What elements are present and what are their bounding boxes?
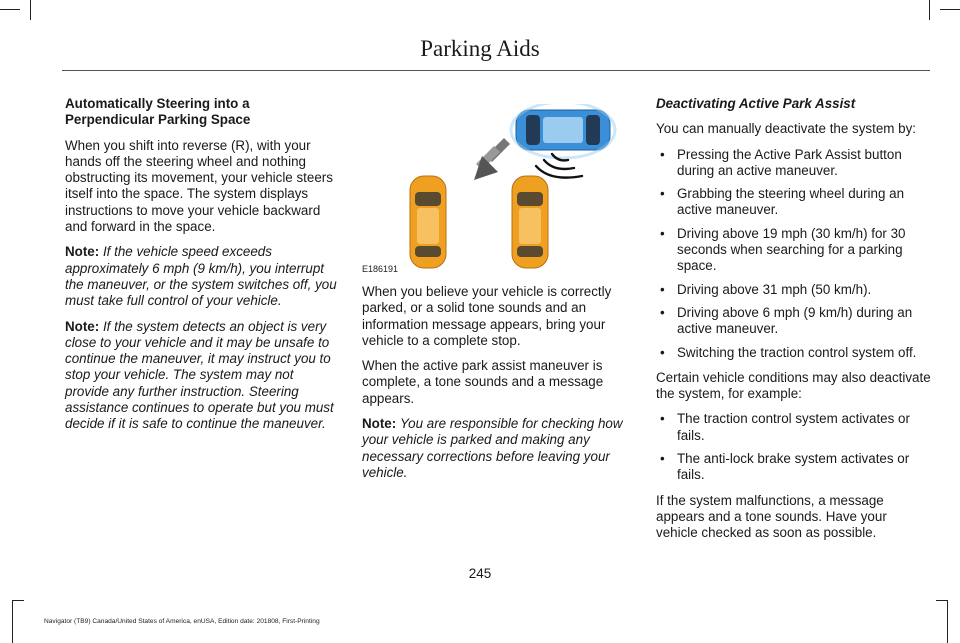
paragraph: You can manually deactivate the system by:	[656, 121, 917, 137]
crop-mark	[30, 0, 31, 20]
crop-mark	[12, 600, 13, 643]
note-label: Note:	[65, 318, 100, 334]
figure-code: E186191	[362, 264, 399, 274]
parking-diagram	[362, 104, 634, 276]
list-item: • Switching the traction control system off.	[660, 344, 917, 360]
list-item: • The traction control system activates or fails.	[660, 411, 910, 443]
reverse-arrow-icon	[474, 138, 510, 180]
bullet-icon: •	[660, 304, 665, 320]
paragraph: Certain vehicle conditions may also deactivate the system, for example:	[656, 369, 931, 402]
paragraph: When you shift into reverse (R), with your hands off the steering wheel and nothing obstructing its movement, your vehicle steers itself into the space. The system displays instructions to move your vehicle backward and forward in the space.	[65, 137, 333, 235]
list-item: • Driving above 6 mph (9 km/h) during an active maneuver.	[660, 304, 913, 337]
crop-mark	[0, 9, 20, 10]
note-label: Note:	[362, 416, 397, 432]
maneuvering-car-icon	[511, 104, 615, 158]
crop-mark	[936, 600, 948, 601]
crop-mark	[929, 0, 930, 20]
parking-illustration	[362, 104, 634, 276]
crop-mark	[947, 600, 948, 643]
list-item: • Grabbing the steering wheel during an active maneuver.	[660, 186, 905, 218]
column-right	[656, 96, 931, 551]
footer-edition-info: Navigator (TB9) Canada/United States of America, enUSA, Edition date: 201808, First-Printing	[44, 618, 320, 625]
bullet-icon: •	[660, 281, 665, 297]
column-middle	[362, 284, 634, 490]
note-text: If the system detects an object is very close to your vehicle and it may be unsafe to continue the maneuver, it may instruct you to stop your vehicle. The system may not provide any further instruction. Steering assistance continues to operate but you must decide if it is safe to continue the maneuver.	[65, 318, 334, 432]
paragraph: If the system malfunctions, a message appears and a tone sounds. Have your vehicle checked as soon as possible.	[656, 492, 887, 541]
crop-mark	[940, 9, 960, 10]
note	[65, 319, 340, 433]
note-label: Note:	[65, 244, 100, 260]
section-heading: Automatically Steering into a Perpendicular Parking Space	[65, 96, 251, 128]
column-left	[65, 96, 340, 442]
list-item: • Pressing the Active Park Assist button during an active maneuver.	[660, 146, 902, 178]
list-item: • Driving above 19 mph (30 km/h) for 30 seconds when searching for a parking space.	[660, 225, 906, 274]
deactivation-list	[656, 147, 931, 361]
note-text: You are responsible for checking how your vehicle is parked and making any necessary corrections before leaving your vehicle.	[362, 416, 623, 480]
bullet-icon: •	[660, 344, 665, 360]
parked-car-right-icon	[512, 176, 548, 268]
bullet-icon: •	[660, 186, 665, 202]
bullet-icon: •	[660, 146, 665, 162]
note	[362, 416, 634, 481]
bullet-icon: •	[660, 411, 665, 427]
section-heading: Deactivating Active Park Assist	[656, 96, 856, 111]
list-item: • Driving above 31 mph (50 km/h).	[660, 281, 872, 297]
paragraph: When the active park assist maneuver is complete, a tone sounds and a message appears.	[362, 358, 604, 406]
conditions-list	[656, 411, 931, 483]
bullet-icon: •	[660, 451, 665, 467]
page-title: Parking Aids	[420, 36, 540, 61]
note	[65, 244, 340, 309]
parked-car-left-icon	[410, 176, 446, 268]
list-item: • The anti-lock brake system activates or fails.	[660, 451, 910, 483]
page-number: 245	[468, 566, 492, 581]
paragraph: When you believe your vehicle is correctly parked, or a solid tone sounds and an information message appears, bring your vehicle to a complete stop.	[362, 284, 612, 348]
bullet-icon: •	[660, 225, 665, 241]
note-text: If the vehicle speed exceeds approximately 6 mph (9 km/h), you interrupt the maneuver, or the system switches off, you must take full control of your vehicle.	[65, 244, 337, 309]
crop-mark	[12, 600, 24, 601]
header-rule	[62, 70, 930, 71]
